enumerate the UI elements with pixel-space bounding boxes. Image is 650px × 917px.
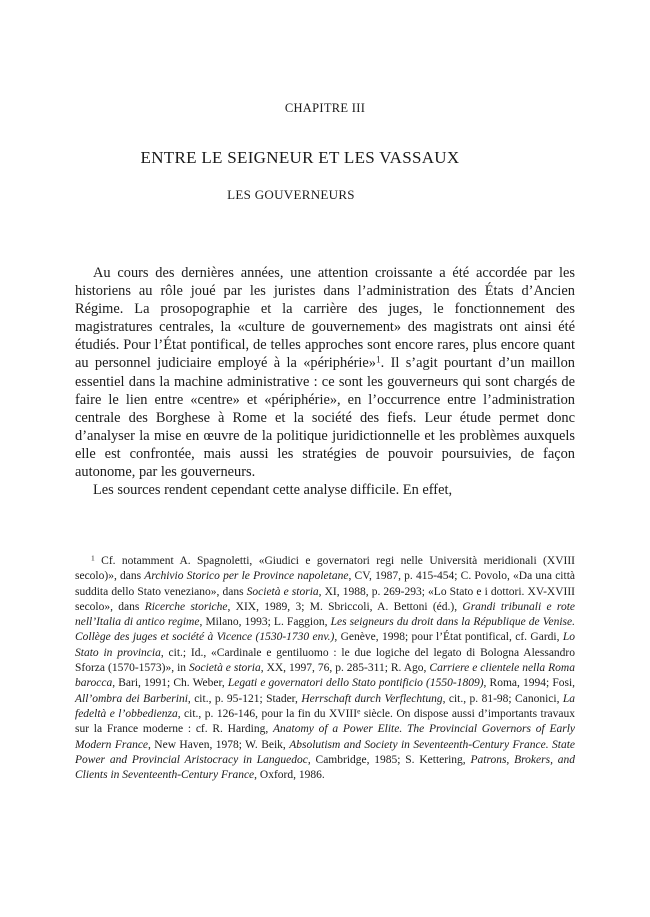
- fn-text: , Cambridge, 1985; S. Kettering,: [307, 753, 471, 766]
- fn-work: Legati e governatori dello Stato pontificio (1550-1809): [227, 677, 484, 690]
- fn-work: Ricerche storiche: [144, 600, 228, 613]
- footnote-ref: 1: [375, 355, 381, 366]
- chapter-heading: CHAPITRE III: [284, 101, 366, 115]
- fn-work: Absolutism and Society in Seventeenth-Century France. State Power and Provincial Aristocracy in Languedoc: [75, 738, 575, 766]
- fn-work: Società e storia: [246, 585, 319, 598]
- fn-superscript: e: [357, 706, 361, 716]
- footnote-number: 1: [91, 553, 95, 563]
- fn-work: Archivio Storico per le Province napoletane: [144, 570, 349, 583]
- fn-text: , XI, 1988, p. 269-293; «Lo Stato e i dottori. XV-XVIII secolo», dans: [75, 585, 576, 613]
- fn-text: , CV, 1987, p. 415-454; C. Povolo, «Da una città suddita dello Stato veneziano», dans: [75, 570, 575, 598]
- fn-text: , cit.; Id., «Cardinale e gentiluomo : le due logiche del legato di Bologna Alessandro Sforza (1570-1573)», in: [75, 646, 576, 675]
- fn-work: Società e storia: [188, 662, 261, 675]
- fn-text: , New Haven, 1978; W. Beik,: [148, 738, 290, 751]
- paragraph-1: [75, 264, 575, 481]
- chapter-title: ENTRE LE SEIGNEUR ET LES VASSAUX: [140, 148, 460, 167]
- footnote: [75, 554, 575, 783]
- fn-text: , XX, 1997, 76, p. 285-311; R. Ago,: [260, 662, 430, 675]
- fn-work: Carriere e clientele nella Roma barocca: [75, 662, 575, 690]
- fn-work: All’ombra dei Barberini: [75, 692, 188, 705]
- fn-work: Lo Stato in provincia: [75, 631, 576, 659]
- fn-text: , Roma, 1994; Fosi,: [483, 677, 576, 690]
- fn-work: Les seigneurs du droit dans la République de Venise. Collège des juges et société à Vicence (1530-1730 env.): [75, 616, 575, 644]
- footnote-paragraph: [75, 554, 575, 783]
- fn-work: Anatomy of a Power Elite. The Provincial Governors of Early Modern France: [75, 723, 575, 751]
- section-subtitle: LES GOUVERNEURS: [227, 187, 355, 202]
- p1-text-a: Au cours des dernières années, une attention croissante a été accordée par les historiens au rôle joué par les juristes dans l’administration des États d’Ancien Régime. La prosopographie et la carrière des juges, le fonctionnement des magistratures centrales, la «culture de gouvernement» des magistrats ont ainsi été étudiés. Pour l’État pontifical, de telles approches sont encore rares, plus encore quant au personnel judiciaire employé à la «périphérie»: [75, 265, 575, 372]
- fn-text: , Milano, 1993; L. Faggion,: [199, 616, 331, 629]
- fn-work: Herrschaft durch Verflechtung: [301, 692, 443, 705]
- fn-work: Patrons, Brokers, and Clients in Seventeenth-Century France: [75, 753, 575, 782]
- fn-text: siècle. On dispose aussi d’importants travaux sur la France moderne : cf. R. Harding,: [75, 707, 575, 736]
- fn-text: , Bari, 1991; Ch. Weber,: [112, 677, 228, 690]
- fn-work: La fedeltà e l’obbedienza: [75, 692, 576, 720]
- fn-text: Cf. notamment A. Spagnoletti, «Giudici e governatori regi nelle Università meridionali (XVIII secolo)», dans: [75, 555, 575, 583]
- fn-text: , Oxford, 1986.: [254, 769, 325, 782]
- fn-text: , Genève, 1998; pour l’État pontifical, cf. Gardi,: [334, 631, 563, 644]
- fn-work: Grandi tribunali e rote nell’Italia di antico regime: [75, 600, 575, 629]
- fn-text: , cit., p. 126-146, pour la fin du XVIII: [177, 707, 358, 720]
- fn-text: , cit., p. 81-98; Canonici,: [442, 692, 563, 705]
- p1-text-b: . Il s’agit pourtant d’un maillon essentiel dans la machine administrative : ce sont les gouverneurs qui sont chargés de faire le lien entre «centre» et «périphérie», en l’occurrence entre l’administration centrale des Borghese à Rome et la société des fiefs. Leur étude permet donc d’analyser la mise en œuvre de la politique juridictionnelle et les problèmes auxquels elle est confrontée, mais aussi les stratégies de pouvoir poursuivies, de façon autonome, par les gouverneurs.: [75, 355, 576, 481]
- body-text: [75, 264, 575, 499]
- paragraph-2: Les sources rendent cependant cette analyse difficile. En effet,: [93, 482, 453, 499]
- fn-text: , cit., p. 95-121; Stader,: [187, 692, 302, 705]
- fn-text: , XIX, 1989, 3; M. Sbriccoli, A. Bettoni (éd.),: [227, 600, 463, 613]
